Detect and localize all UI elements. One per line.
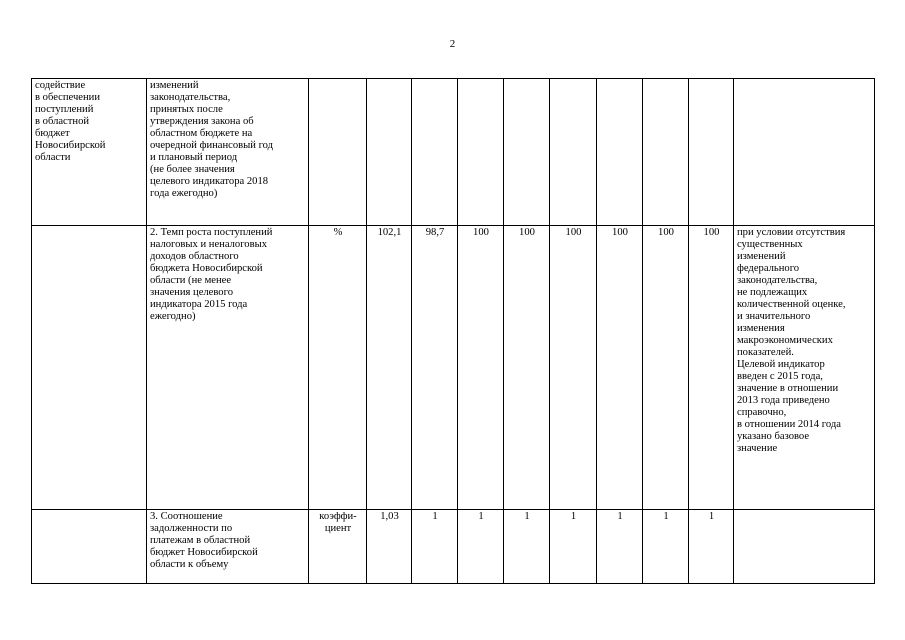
value-cell: 1 bbox=[550, 510, 597, 584]
page-number: 2 bbox=[449, 38, 456, 50]
goal-cell bbox=[32, 510, 147, 584]
note-cell bbox=[734, 79, 875, 226]
indicator-cell: 3. Соотношение задолженности по платежам в областной бюджет Новосибирской области к объему bbox=[147, 510, 309, 584]
value-cell: 1 bbox=[643, 510, 689, 584]
value-cell: 98,7 bbox=[412, 226, 458, 510]
unit-cell: % bbox=[309, 226, 367, 510]
value-cell: 100 bbox=[689, 226, 734, 510]
value-cell: 1 bbox=[412, 510, 458, 584]
table-row bbox=[32, 79, 875, 226]
goal-cell: содействие в обеспечении поступлений в областной бюджет Новосибирской области bbox=[32, 79, 147, 226]
value-cell: 1 bbox=[458, 510, 504, 584]
value-cell bbox=[412, 79, 458, 226]
value-cell bbox=[550, 79, 597, 226]
indicators-table bbox=[31, 78, 875, 584]
unit-cell: коэффи- циент bbox=[309, 510, 367, 584]
value-cell bbox=[367, 79, 412, 226]
table-row bbox=[32, 510, 875, 584]
indicator-cell: изменений законодательства, принятых после утверждения закона об областном бюджете на очередной финансовый год и плановый период (не более значения целевого индикатора 2018 года ежегодно) bbox=[147, 79, 309, 226]
goal-cell bbox=[32, 226, 147, 510]
value-cell: 100 bbox=[643, 226, 689, 510]
value-cell bbox=[504, 79, 550, 226]
unit-cell bbox=[309, 79, 367, 226]
value-cell: 100 bbox=[458, 226, 504, 510]
value-cell: 100 bbox=[597, 226, 643, 510]
value-cell: 102,1 bbox=[367, 226, 412, 510]
value-cell bbox=[458, 79, 504, 226]
value-cell bbox=[643, 79, 689, 226]
indicator-cell: 2. Темп роста поступлений налоговых и неналоговых доходов областного бюджета Новосибирской области (не менее значения целевого индикатора 2015 года ежегодно) bbox=[147, 226, 309, 510]
value-cell: 1 bbox=[504, 510, 550, 584]
table-row bbox=[32, 226, 875, 510]
value-cell: 1 bbox=[689, 510, 734, 584]
note-cell bbox=[734, 510, 875, 584]
value-cell: 1 bbox=[597, 510, 643, 584]
value-cell bbox=[689, 79, 734, 226]
note-cell: при условии отсутствия существенных изменений федерального законодательства, не подлежащих количественной оценке, и значительного изменения макроэкономических показателей. Целевой индикатор введен с 2015 года, значение в отношении 2013 года приведено справочно, в отношении 2014 года указано базовое значение bbox=[734, 226, 875, 510]
value-cell: 100 bbox=[504, 226, 550, 510]
value-cell bbox=[597, 79, 643, 226]
value-cell: 100 bbox=[550, 226, 597, 510]
value-cell: 1,03 bbox=[367, 510, 412, 584]
